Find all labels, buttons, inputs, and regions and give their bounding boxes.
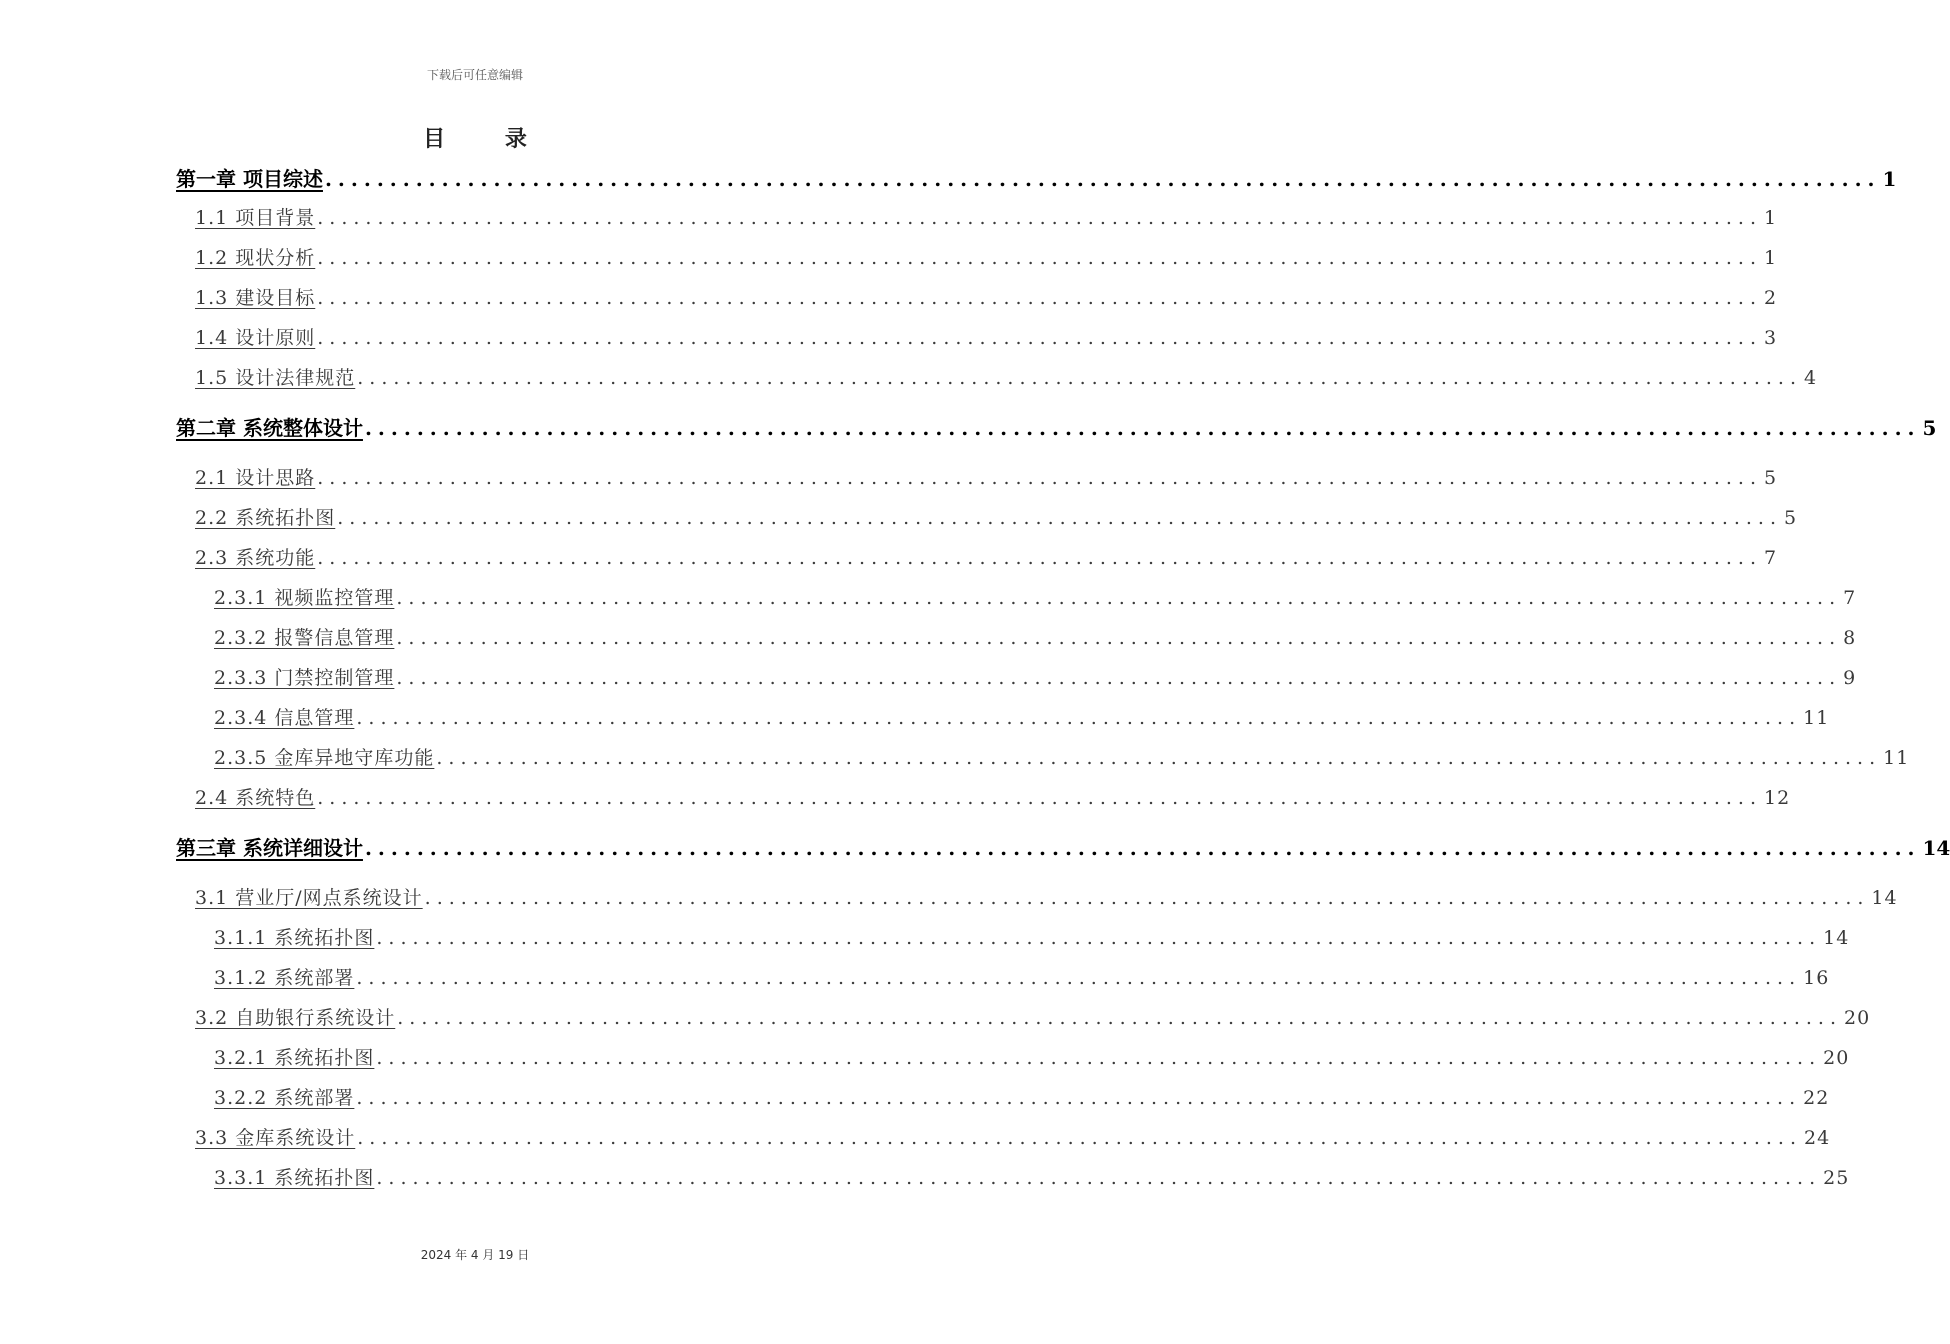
toc-entry-label[interactable]: 第一章 项目综述	[176, 167, 323, 191]
toc-entry-level3[interactable]	[214, 662, 1857, 694]
toc-entry-page-number: 11	[1883, 747, 1910, 769]
toc-entry-page-number: 20	[1823, 1047, 1850, 1069]
toc-entry-label[interactable]: 1.3 建设目标	[195, 287, 316, 309]
toc-entry-level3[interactable]	[214, 1042, 1850, 1074]
toc-entry-level3[interactable]	[214, 922, 1850, 954]
toc-entry-level3[interactable]	[214, 622, 1857, 654]
toc-entry-page-number: 1	[1764, 247, 1778, 269]
toc-entry-label[interactable]: 2.3.1 视频监控管理	[214, 587, 395, 609]
toc-entry-level3[interactable]	[214, 1162, 1850, 1194]
toc-leader-dots: ........................................................................................................................	[337, 507, 1783, 529]
toc-leader-dots: ........................................................................................................................	[364, 836, 1921, 860]
page-header: 下载后可任意编辑	[426, 68, 523, 82]
toc-entry-label[interactable]: 3.2.1 系统拓扑图	[214, 1047, 375, 1069]
toc-entry-level2[interactable]	[195, 462, 1778, 494]
toc-entry-level2[interactable]	[195, 1002, 1871, 1034]
toc-entry-level1[interactable]	[176, 832, 1950, 864]
toc-entry-level1[interactable]	[176, 412, 1937, 444]
toc-entry-level2[interactable]	[195, 322, 1778, 354]
toc-entry-level2[interactable]	[195, 542, 1778, 574]
toc-entry-page-number: 16	[1803, 967, 1830, 989]
toc-entry-level3[interactable]	[214, 742, 1910, 774]
toc-entry-level2[interactable]	[195, 782, 1791, 814]
page-footer-date: 2024 年 4 月 19 日	[420, 1248, 530, 1262]
toc-entry-level2[interactable]	[195, 282, 1778, 314]
toc-leader-dots: ........................................................................................................................	[396, 667, 1842, 689]
toc-entry-page-number: 8	[1843, 627, 1857, 649]
toc-entry-label[interactable]: 第二章 系统整体设计	[176, 416, 363, 440]
toc-entry-label[interactable]: 1.2 现状分析	[195, 247, 316, 269]
toc-entry-level2[interactable]	[195, 1122, 1831, 1154]
toc-entry-label[interactable]: 3.3 金库系统设计	[195, 1127, 356, 1149]
toc-entry-label[interactable]: 1.5 设计法律规范	[195, 367, 356, 389]
toc-leader-dots: ........................................................................................................................	[324, 167, 1881, 191]
toc-entry-page-number: 5	[1764, 467, 1778, 489]
toc-entry-label[interactable]: 2.2 系统拓扑图	[195, 507, 336, 529]
toc-leader-dots: ........................................................................................................................	[397, 1007, 1843, 1029]
toc-entry-level2[interactable]	[195, 242, 1778, 274]
toc-entry-label[interactable]: 3.2 自助银行系统设计	[195, 1007, 396, 1029]
toc-entry-page-number: 14	[1823, 927, 1850, 949]
toc-entry-label[interactable]: 3.1.1 系统拓扑图	[214, 927, 375, 949]
toc-leader-dots: ........................................................................................................................	[357, 367, 1803, 389]
toc-leader-dots: ........................................................................................................................	[317, 547, 1763, 569]
toc-entry-level3[interactable]	[214, 582, 1857, 614]
toc-entry-page-number: 9	[1843, 667, 1857, 689]
toc-entry-page-number: 24	[1804, 1127, 1831, 1149]
toc-entry-page-number: 1	[1882, 167, 1897, 191]
toc-entry-label[interactable]: 3.3.1 系统拓扑图	[214, 1167, 375, 1189]
toc-leader-dots: ........................................................................................................................	[317, 247, 1763, 269]
toc-entry-label[interactable]: 2.3.4 信息管理	[214, 707, 355, 729]
toc-entry-page-number: 5	[1784, 507, 1798, 529]
toc-entry-level3[interactable]	[214, 1082, 1830, 1114]
toc-entry-page-number: 12	[1764, 787, 1791, 809]
toc-entry-level1[interactable]	[176, 163, 1897, 195]
toc-leader-dots: ........................................................................................................................	[356, 967, 1802, 989]
toc-entry-label[interactable]: 2.3.2 报警信息管理	[214, 627, 395, 649]
toc-leader-dots: ........................................................................................................................	[317, 467, 1763, 489]
toc-entry-level2[interactable]	[195, 202, 1778, 234]
toc-leader-dots: ........................................................................................................................	[364, 416, 1921, 440]
toc-leader-dots: ........................................................................................................................	[317, 327, 1763, 349]
toc-leader-dots: ........................................................................................................................	[424, 887, 1870, 909]
toc-entry-label[interactable]: 3.1 营业厅/网点系统设计	[195, 887, 423, 909]
toc-entry-label[interactable]: 2.3 系统功能	[195, 547, 316, 569]
toc-entry-label[interactable]: 2.3.5 金库异地守库功能	[214, 747, 435, 769]
toc-leader-dots: ........................................................................................................................	[436, 747, 1882, 769]
toc-leader-dots: ........................................................................................................................	[317, 787, 1763, 809]
toc-title: 目 录	[423, 126, 553, 152]
toc-entry-page-number: 25	[1823, 1167, 1850, 1189]
toc-entry-label[interactable]: 第三章 系统详细设计	[176, 836, 363, 860]
toc-entry-label[interactable]: 1.1 项目背景	[195, 207, 316, 229]
toc-entry-level2[interactable]	[195, 362, 1818, 394]
toc-leader-dots: ........................................................................................................................	[317, 287, 1763, 309]
toc-entry-page-number: 7	[1843, 587, 1857, 609]
toc-entry-page-number: 14	[1871, 887, 1898, 909]
toc-entry-label[interactable]: 2.3.3 门禁控制管理	[214, 667, 395, 689]
toc-entry-label[interactable]: 1.4 设计原则	[195, 327, 316, 349]
toc-leader-dots: ........................................................................................................................	[376, 1167, 1822, 1189]
toc-entry-label[interactable]: 3.2.2 系统部署	[214, 1087, 355, 1109]
toc-entry-label[interactable]: 2.4 系统特色	[195, 787, 316, 809]
toc-entry-label[interactable]: 3.1.2 系统部署	[214, 967, 355, 989]
toc-entry-level2[interactable]	[195, 502, 1798, 534]
toc-entry-level2[interactable]	[195, 882, 1898, 914]
toc-entry-page-number: 11	[1803, 707, 1830, 729]
toc-leader-dots: ........................................................................................................................	[396, 587, 1842, 609]
toc-leader-dots: ........................................................................................................................	[357, 1127, 1803, 1149]
toc-entry-page-number: 3	[1764, 327, 1778, 349]
toc-leader-dots: ........................................................................................................................	[396, 627, 1842, 649]
toc-entry-level3[interactable]	[214, 962, 1830, 994]
toc-leader-dots: ........................................................................................................................	[356, 1087, 1802, 1109]
toc-leader-dots: ........................................................................................................................	[356, 707, 1802, 729]
toc-entry-page-number: 20	[1844, 1007, 1871, 1029]
toc-entry-page-number: 1	[1764, 207, 1778, 229]
toc-entry-page-number: 2	[1764, 287, 1778, 309]
toc-entry-page-number: 4	[1804, 367, 1818, 389]
toc-entry-page-number: 7	[1764, 547, 1778, 569]
toc-entry-page-number: 22	[1803, 1087, 1830, 1109]
toc-entry-label[interactable]: 2.1 设计思路	[195, 467, 316, 489]
toc-entry-page-number: 5	[1922, 416, 1937, 440]
toc-leader-dots: ........................................................................................................................	[376, 1047, 1822, 1069]
toc-entry-level3[interactable]	[214, 702, 1830, 734]
toc-leader-dots: ........................................................................................................................	[376, 927, 1822, 949]
toc-leader-dots: ........................................................................................................................	[317, 207, 1763, 229]
toc-entry-page-number: 14	[1922, 836, 1950, 860]
